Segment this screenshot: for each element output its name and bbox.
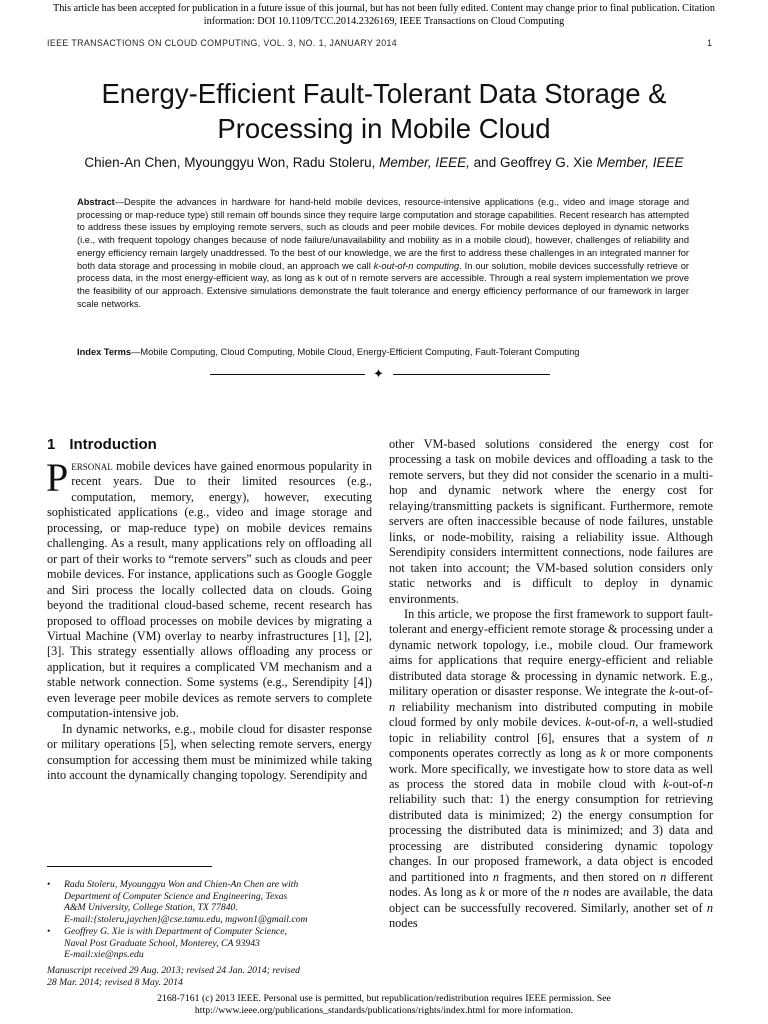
title-line-1: Energy-Efficient Fault-Tolerant Data Storage & <box>101 78 667 109</box>
text-run: nodes are available, the data object can be successfully recovered. Similarly, another set of <box>389 885 713 915</box>
index-terms-text: —Mobile Computing, Cloud Computing, Mobile Cloud, Energy-Efficient Computing, Fault-Tolerant Computing <box>131 347 580 357</box>
math-k: k <box>663 776 669 791</box>
text-run: fragments, and then stored on <box>499 869 661 884</box>
text-run: or more components work. More specifically, we investigate how to store data as well as process the stored data in mobile cloud with <box>389 746 713 791</box>
text-run: or more of the <box>485 885 564 900</box>
publication-notice <box>0 3 768 28</box>
page-number: 1 <box>707 38 713 48</box>
text-run: -out-of- <box>674 684 713 699</box>
divider-line-right <box>393 374 550 375</box>
author-membership-2: Member, IEEE <box>596 155 684 170</box>
footnote-line: E-mail:{stoleru,jaychen}@cse.tamu.edu, mgwon1@gmail.com <box>64 913 308 925</box>
footnote-bullet: • <box>47 926 51 937</box>
abstract-text-1: —Despite the advances in hardware for hand-held mobile devices, resource-intensive applications (e.g., video and image storage and processing or map-reduce type) still remain off bounds since they require large computation and storage capabilities. Recent research has attempted to address these issues by employing remote servers, such as clouds and peer mobile devices. For mobile devices deployed in dynamic networks (i.e., with frequent topology changes because of node failure/unavailability and mobility as in a mobile cloud), however, challenges of reliability and energy efficiency remain largely unaddressed. To the best of our knowledge, we are the first to address these challenges in an integrated manner for both data storage and processing in mobile cloud, an approach we call <box>77 197 689 271</box>
left-column <box>46 455 372 784</box>
text-run: different nodes. As long as <box>389 869 713 900</box>
math-k: k <box>600 746 606 761</box>
footnote-affiliation-2 <box>47 926 374 961</box>
footnote-line: Department of Computer Science and Engineering, Texas <box>64 890 288 902</box>
math-n: n <box>706 730 713 745</box>
footnote-bullet: • <box>47 879 51 890</box>
divider-line-left <box>210 374 365 375</box>
footnote-line: Radu Stoleru, Myounggyu Won and Chien-An Chen are with <box>64 879 299 890</box>
math-n: n <box>389 699 396 714</box>
math-n: n <box>706 776 713 791</box>
abstract-emphasis: k-out-of-n computing <box>373 260 460 271</box>
math-n: n <box>492 869 500 884</box>
footnote-affiliation-1 <box>47 879 374 925</box>
math-n: n <box>629 715 636 730</box>
right-paragraph-1: other VM-based solutions considered the energy cost for processing a task on mobile devices and offloading a task to the remote servers, but they did not consider the scenario in a multi-hop and dynamic network where the energy cost for relaying/transmitting packets is significant. Furthermore, remote servers are often inaccessible because of node failures, unstable links, or node-mobility, raising a reliability issue. Although Serendipity considers intermittent connections, node failures are not taken into account; the VM-based solution considers only static networks and is difficult to deploy in dynamic environments. <box>389 437 713 606</box>
math-k: k <box>585 715 591 730</box>
math-k: k <box>669 684 675 699</box>
section-heading <box>47 436 157 453</box>
author-names-1: Chien-An Chen, Myounggyu Won, Radu Stoleru, <box>84 155 376 170</box>
manuscript-received <box>47 965 374 988</box>
copyright-notice <box>0 993 768 1017</box>
text-run: , a well-studied topic in reliability control [6], ensures that a system of <box>389 715 713 745</box>
footnote-line: E-mail:xie@nps.edu <box>64 949 144 961</box>
text-run: reliability mechanism into distributed computing in mobile cloud formed by only mobile devices. <box>389 699 713 730</box>
abstract <box>77 196 689 310</box>
math-n: n <box>706 900 713 915</box>
intro-paragraph-2: In dynamic networks, e.g., mobile cloud for disaster response or military operations [5], when selecting remote servers, energy consumption for accessing them must be minimized while taking into account the dynamically changing topology. Serendipity and <box>47 721 372 783</box>
notice-line-1: This article has been accepted for publication in a future issue of this journal, but has not been fully edited. Content may change prior to final publication. Citation <box>52 3 715 14</box>
copyright-line-1: 2168-7161 (c) 2013 IEEE. Personal use is permitted, but republication/redistribution requires IEEE permission. See <box>157 993 611 1004</box>
right-paragraph-2 <box>389 607 713 932</box>
text-run: reliability such that: 1) the energy consumption for retrieving distributed data is minimized; 2) the energy consumption for processing the distributed data is minimized; and 3) data and processing are distributed considering dynamic topology changes. In our proposed framework, a data object is encoded and partitioned into <box>389 792 713 884</box>
section-number: 1 <box>47 436 56 453</box>
smallcaps-word: ersonal <box>71 459 113 473</box>
copyright-line-2: http://www.ieee.org/publications_standards/publications/rights/index.html for more information. <box>194 1005 574 1016</box>
text-run: nodes <box>389 916 418 931</box>
drop-cap: P <box>46 455 69 500</box>
math-k: k <box>479 885 486 900</box>
footnote-line: A&M University, College Station, TX 77840. <box>64 902 238 914</box>
received-line-1: Manuscript received 29 Aug. 2013; revised 24 Jan. 2014; revised <box>47 965 300 976</box>
notice-line-2: information: DOI 10.1109/TCC.2014.2326169, IEEE Transactions on Cloud Computing <box>203 15 565 27</box>
abstract-text-2: . In our solution, mobile devices successfully retrieve or process data, in the most energy-efficient way, as long as k out of n remote servers are accessible. Through a real system implementation we prove the feasibility of our approach. Extensive simulations demonstrate the fault tolerance and energy efficiency performance of our framework in larger scale networks. <box>77 260 689 309</box>
divider-ornament-icon: ✦ <box>373 366 384 381</box>
text-run: In this article, we propose the first framework to support fault-tolerant and energy-efficient remote storage & processing under a dynamic network topology, i.e., mobile cloud. Our framework aims for applications that require energy-efficient and reliable distributed data storage & processing in dynamic network. E.g., military operation or disaster response. We integrate the <box>389 606 713 699</box>
intro-paragraph-1 <box>46 455 372 722</box>
title-line-2: Processing in Mobile Cloud <box>217 113 551 144</box>
intro-paragraph-1-text: mobile devices have gained enormous popularity in recent years. Due to their limited resources (e.g., computation, memory, energy), however, executing sophisticated applications (e.g., video and image storage and processing, or map-reduce type) on mobile devices remains challenging. As a result, many applications rely on offloading all or part of their works to “remote servers” such as clouds and peer mobile devices. For instance, applications such as Google Goggle and Siri process the locally collected data on clouds. Going beyond the traditional cloud-based scheme, recent research has proposed to offload processes on mobile devices by migrating a Virtual Machine (VM) overlay to nearby infrastructures [1], [2], [3]. This strategy essentially allows offloading any process or application, but it requires a complicated VM mechanism and a stable network connection. Some systems (e.g., Serendipity [4]) even leverage peer mobile devices as remote servers to complete computation-intensive job. <box>47 459 372 721</box>
received-line-2: 28 Mar. 2014; revised 8 May. 2014 <box>47 976 183 988</box>
math-n: n <box>563 885 570 900</box>
abstract-label: Abstract <box>77 197 115 207</box>
math-n: n <box>660 869 667 884</box>
author-names-2: and Geoffrey G. Xie <box>473 155 593 170</box>
index-terms <box>77 347 689 357</box>
footnote-line: Geoffrey G. Xie is with Department of Computer Science, <box>64 926 287 937</box>
text-run: -out-of- <box>668 776 707 791</box>
author-membership-1: Member, IEEE, <box>379 155 470 170</box>
running-head: IEEE TRANSACTIONS ON CLOUD COMPUTING, VOL. 3, NO. 1, JANUARY 2014 <box>47 38 398 48</box>
paper-title <box>40 76 728 146</box>
footnote-line: Naval Post Graduate School, Monterey, CA 93943 <box>64 937 260 949</box>
text-run: -out-of- <box>590 715 630 730</box>
right-column <box>389 437 713 932</box>
footnote-rule <box>47 866 212 867</box>
index-terms-label: Index Terms <box>77 347 132 357</box>
section-title: Introduction <box>69 436 157 453</box>
text-run: components operates correctly as long as <box>389 746 601 761</box>
author-list <box>40 155 728 170</box>
